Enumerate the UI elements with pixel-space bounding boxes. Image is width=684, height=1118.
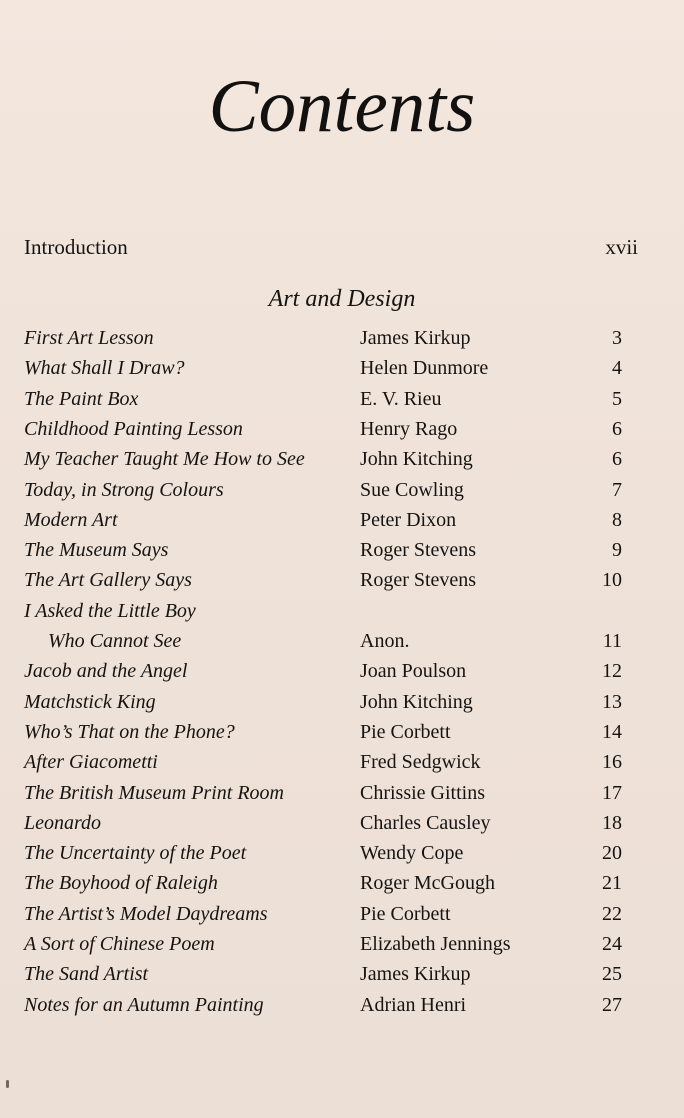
entry-title: The British Museum Print Room bbox=[24, 781, 284, 804]
entry-author: Joan Poulson bbox=[360, 660, 467, 683]
contents-entry bbox=[24, 565, 622, 595]
entry-title: The Paint Box bbox=[24, 387, 139, 410]
entry-title: Childhood Painting Lesson bbox=[24, 417, 243, 440]
entry-title: A Sort of Chinese Poem bbox=[24, 933, 215, 955]
entry-author: Helen Dunmore bbox=[360, 357, 489, 380]
entry-title: Today, in Strong Colours bbox=[24, 478, 224, 501]
entry-author: E. V. Rieu bbox=[360, 387, 442, 410]
entry-author: Fred Sedgwick bbox=[360, 751, 481, 774]
introduction-row bbox=[24, 232, 638, 262]
contents-entry bbox=[24, 535, 622, 565]
contents-entry bbox=[24, 596, 622, 626]
contents-entry bbox=[24, 868, 622, 898]
entry-page: 22 bbox=[602, 902, 622, 925]
introduction-label: Introduction bbox=[24, 235, 128, 259]
entry-author: Adrian Henri bbox=[360, 993, 467, 1016]
page-title: Contents bbox=[208, 65, 476, 148]
entry-page: 7 bbox=[612, 478, 622, 501]
entry-title: The Uncertainty of the Poet bbox=[24, 842, 247, 865]
paper-speck bbox=[6, 1080, 9, 1088]
entry-title: What Shall I Draw? bbox=[24, 357, 185, 380]
contents-entry bbox=[24, 747, 622, 777]
entry-title: After Giacometti bbox=[24, 751, 158, 774]
entry-author: Chrissie Gittins bbox=[360, 781, 486, 804]
entry-title: Modern Art bbox=[24, 508, 118, 531]
contents-entry bbox=[24, 414, 622, 444]
entry-author: Elizabeth Jennings bbox=[360, 933, 511, 955]
entry-page: 11 bbox=[602, 630, 622, 652]
entry-title: Who’s That on the Phone? bbox=[24, 720, 235, 743]
entry-author: John Kitching bbox=[360, 448, 473, 471]
entry-page: 27 bbox=[602, 993, 622, 1016]
entry-page: 12 bbox=[602, 660, 622, 683]
entry-page: 24 bbox=[602, 933, 622, 955]
contents-entry bbox=[24, 959, 622, 989]
entry-page: 10 bbox=[602, 569, 622, 592]
entry-page: 16 bbox=[602, 751, 622, 774]
entry-page: 18 bbox=[602, 811, 622, 834]
entry-title: Matchstick King bbox=[24, 690, 156, 713]
contents-entry bbox=[24, 626, 622, 656]
entry-page: 4 bbox=[612, 357, 622, 380]
entry-title: Who Cannot See bbox=[48, 630, 182, 652]
entry-title: First Art Lesson bbox=[24, 327, 154, 349]
entry-title: I Asked the Little Boy bbox=[24, 599, 196, 622]
entry-author: Wendy Cope bbox=[360, 842, 464, 865]
contents-entry bbox=[24, 808, 622, 838]
entry-author: Peter Dixon bbox=[360, 508, 457, 531]
entry-author: James Kirkup bbox=[360, 327, 471, 349]
entry-author: Pie Corbett bbox=[360, 720, 451, 743]
contents-entry bbox=[24, 323, 622, 353]
entry-author: Sue Cowling bbox=[360, 478, 464, 501]
entry-page: 17 bbox=[602, 781, 622, 804]
entry-title: Leonardo bbox=[24, 811, 102, 834]
contents-entry bbox=[24, 353, 622, 383]
entry-page: 6 bbox=[612, 448, 622, 471]
contents-entry bbox=[24, 384, 622, 414]
entry-title: The Sand Artist bbox=[24, 963, 149, 986]
entry-author: Charles Causley bbox=[360, 811, 491, 834]
contents-entry bbox=[24, 475, 622, 505]
entry-page: 14 bbox=[602, 720, 622, 743]
contents-entry bbox=[24, 838, 622, 868]
contents-entry bbox=[24, 990, 622, 1020]
contents-entry bbox=[24, 505, 622, 535]
entry-author: John Kitching bbox=[360, 690, 473, 713]
entry-title: The Boyhood of Raleigh bbox=[24, 872, 218, 895]
contents-entry bbox=[24, 778, 622, 808]
entry-author: James Kirkup bbox=[360, 963, 471, 986]
entry-page: 5 bbox=[612, 387, 622, 410]
entry-page: 21 bbox=[602, 872, 622, 895]
contents-entry bbox=[24, 717, 622, 747]
contents-entry bbox=[24, 929, 622, 959]
entry-author: Anon. bbox=[360, 630, 410, 652]
section-heading: Art and Design bbox=[268, 286, 416, 312]
entry-title: Notes for an Autumn Painting bbox=[24, 993, 264, 1016]
entry-page: 8 bbox=[612, 508, 622, 531]
entry-page: 9 bbox=[612, 539, 622, 562]
contents-entry bbox=[24, 444, 622, 474]
entry-page: 13 bbox=[602, 690, 622, 713]
entry-title: My Teacher Taught Me How to See bbox=[24, 448, 305, 471]
entry-author: Henry Rago bbox=[360, 417, 458, 440]
entry-author: Pie Corbett bbox=[360, 902, 451, 925]
contents-entry bbox=[24, 656, 622, 686]
entry-title: Jacob and the Angel bbox=[24, 660, 188, 683]
entry-page: 6 bbox=[612, 417, 622, 440]
entry-title: The Artist’s Model Daydreams bbox=[24, 902, 268, 925]
entry-author: Roger Stevens bbox=[360, 569, 477, 592]
entry-page: 25 bbox=[602, 963, 622, 986]
entry-page: 20 bbox=[602, 842, 622, 865]
contents-entry bbox=[24, 899, 622, 929]
entry-title: The Museum Says bbox=[24, 539, 169, 562]
contents-entry bbox=[24, 687, 622, 717]
introduction-page: xvii bbox=[605, 235, 638, 259]
entry-title: The Art Gallery Says bbox=[24, 569, 192, 592]
entry-page: 3 bbox=[612, 327, 622, 349]
entry-author: Roger Stevens bbox=[360, 539, 477, 562]
entry-author: Roger McGough bbox=[360, 872, 495, 895]
